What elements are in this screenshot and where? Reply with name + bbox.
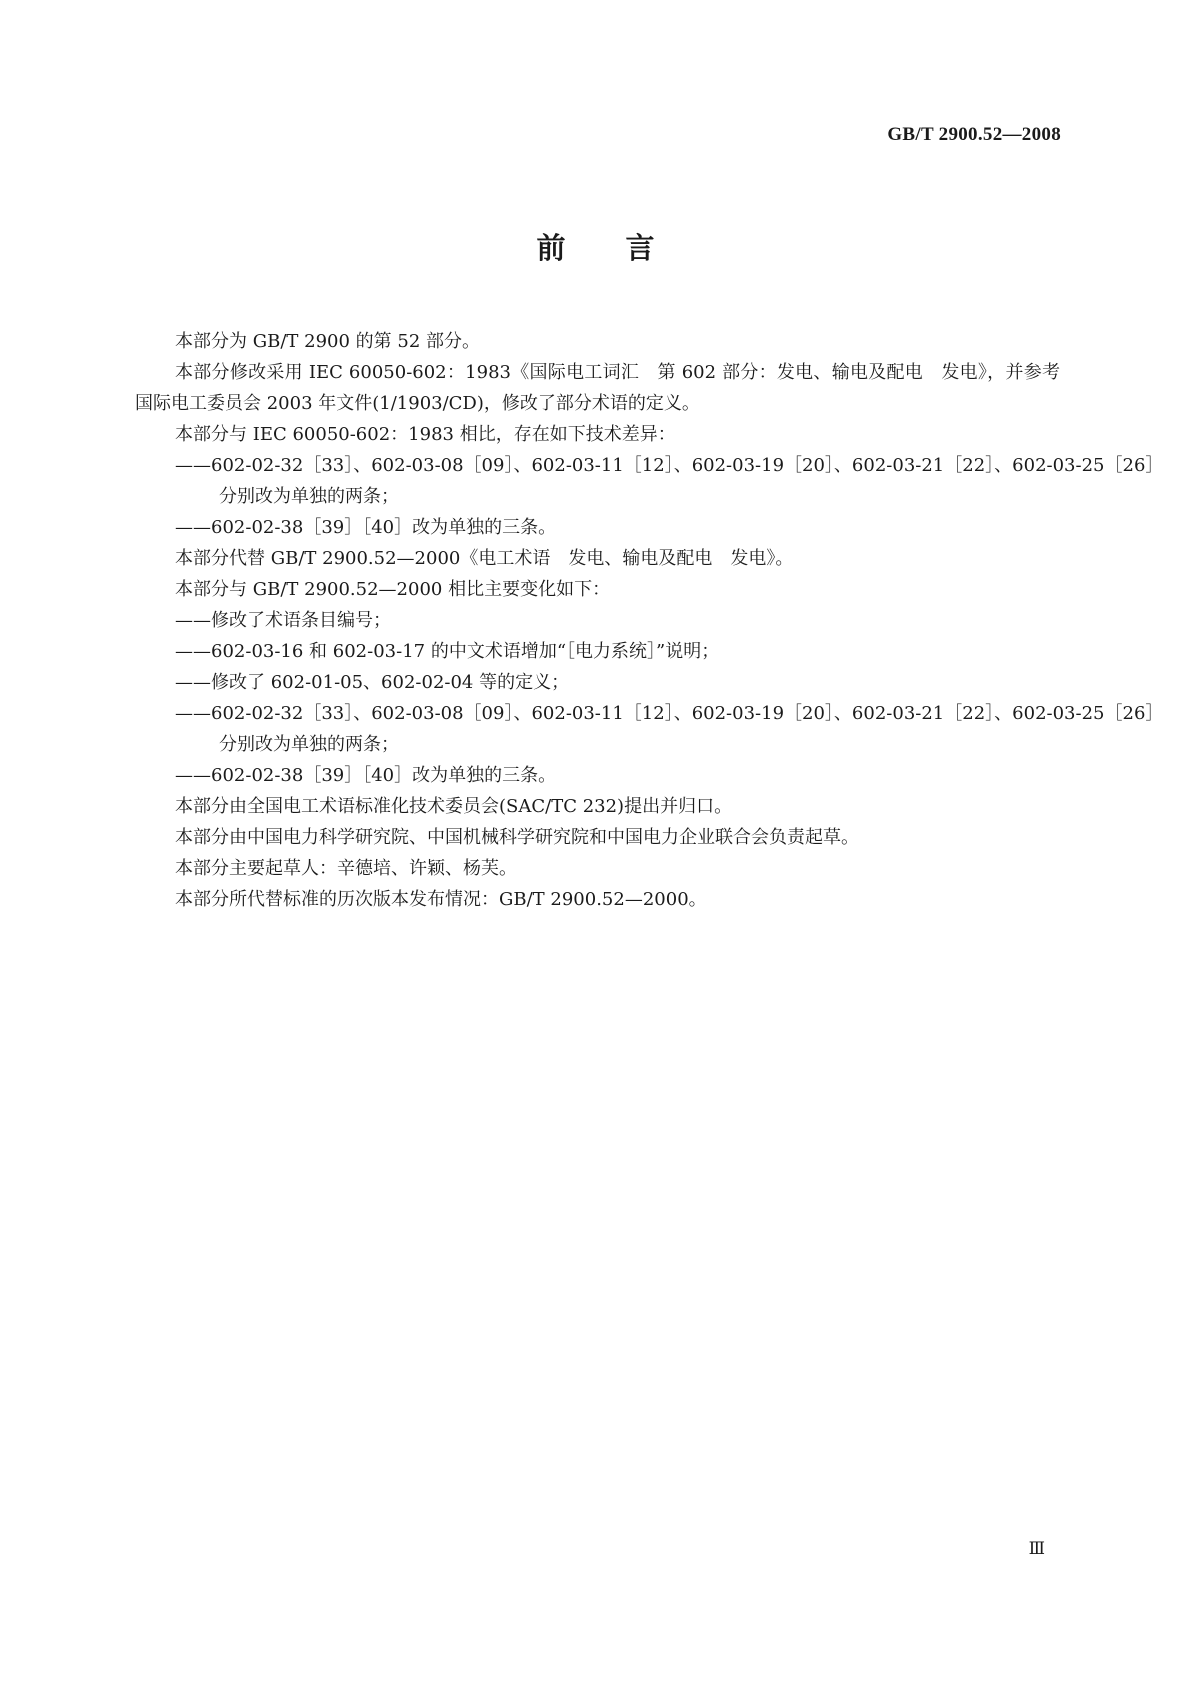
standard-code: GB/T 2900.52—2008 [887, 124, 1061, 145]
paragraph: 本部分所代替标准的历次版本发布情况：GB/T 2900.52—2000。 [175, 889, 707, 910]
page-title: 前言 [536, 231, 715, 265]
paragraph: 本部分与 GB/T 2900.52—2000 相比主要变化如下： [175, 579, 611, 600]
paragraph: 本部分为 GB/T 2900 的第 52 部分。 [175, 331, 480, 352]
list-item-text: ——602-02-32［33］、602-03-08［09］、602-03-11［12］、602-03-19［20］、602-03-21［22］、602-03-25［26］ [175, 703, 1164, 724]
paragraph: 本部分由全国电工术语标准化技术委员会(SAC/TC 232)提出并归口。 [175, 796, 733, 817]
list-item [135, 512, 1060, 543]
list-item [135, 605, 1060, 636]
list-item-continuation: 分别改为单独的两条； [219, 486, 399, 507]
paragraph: 本部分主要起草人：辛德培、许颖、杨芙。 [175, 858, 517, 879]
list-item-continuation: 分别改为单独的两条； [219, 734, 399, 755]
list-item [135, 667, 1060, 698]
list-item [135, 760, 1060, 791]
paragraph: 本部分代替 GB/T 2900.52—2000《电工术语 发电、输电及配电 发电》。 [175, 548, 794, 569]
paragraph: 本部分由中国电力科学研究院、中国机械科学研究院和中国电力企业联合会负责起草。 [175, 827, 859, 848]
list-item-text: ——修改了术语条目编号； [175, 610, 391, 631]
paragraph: 本部分与 IEC 60050-602：1983 相比，存在如下技术差异： [175, 424, 676, 445]
list-item-text: ——602-02-38［39］［40］改为单独的三条。 [175, 517, 557, 538]
list-item [135, 636, 1060, 667]
paragraph: 本部分修改采用 IEC 60050-602：1983《国际电工词汇 第 602 部分：发电、输电及配电 发电》，并参考国际电工委员会 2003 年文件(1/1903/CD)，修改了部分术语的定义。 [135, 362, 1060, 414]
list-item-text: ——602-03-16 和 602-03-17 的中文术语增加“［电力系统］”说明； [175, 641, 720, 662]
list-item-text: ——602-02-38［39］［40］改为单独的三条。 [175, 765, 557, 786]
page-number: Ⅲ [1028, 1539, 1045, 1558]
preface-body [135, 326, 1164, 915]
list-item-text: ——修改了 602-01-05、602-02-04 等的定义； [175, 672, 570, 693]
list-item-text: ——602-02-32［33］、602-03-08［09］、602-03-11［12］、602-03-19［20］、602-03-21［22］、602-03-25［26］ [175, 455, 1164, 476]
list-item [135, 450, 1164, 512]
list-item [135, 698, 1164, 760]
